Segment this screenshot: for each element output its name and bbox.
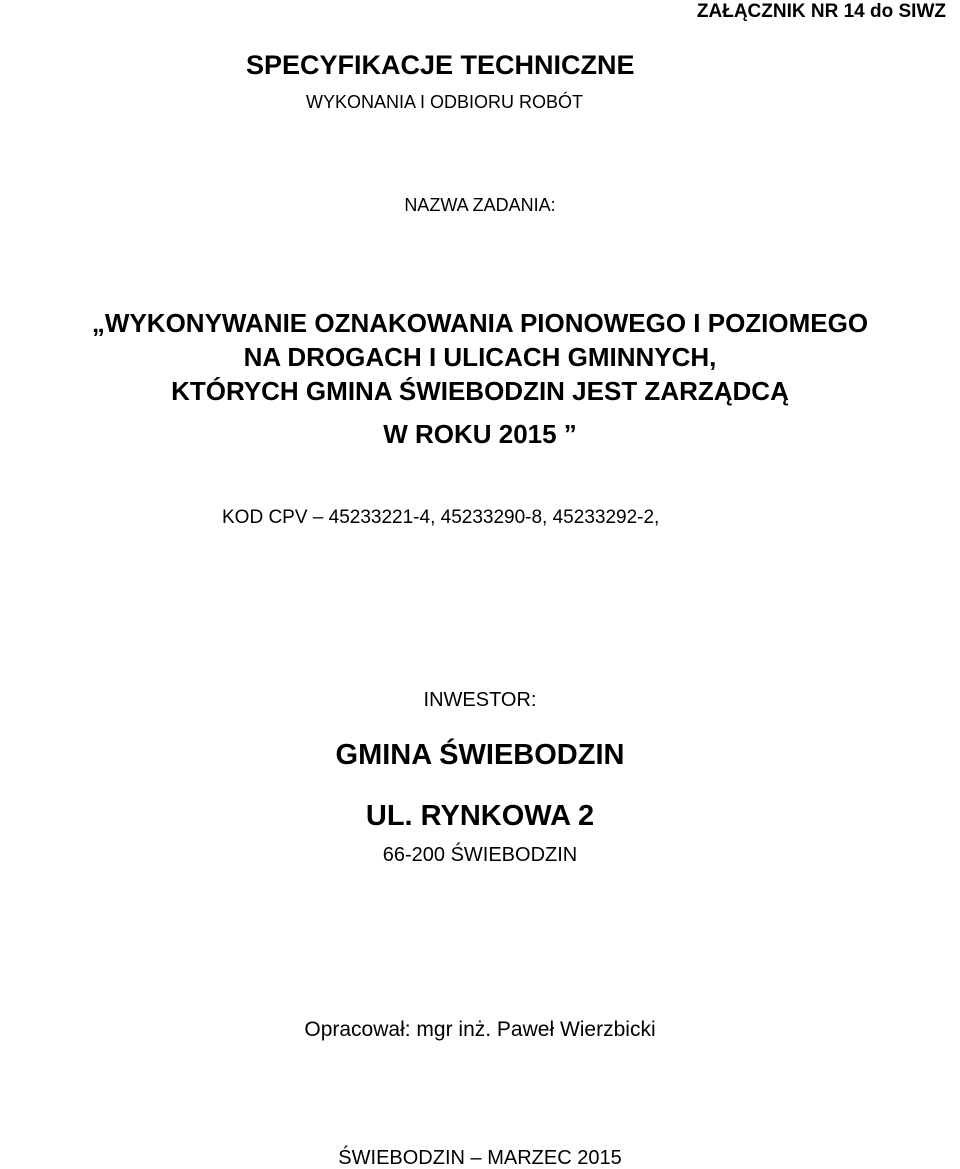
task-title-line-2: NA DROGACH I ULICACH GMINNYCH, [243, 342, 717, 372]
investor-city: 66-200 ŚWIEBODZIN [382, 844, 578, 866]
task-title-line-4: W ROKU 2015 ” [383, 419, 577, 449]
annex-label: ZAŁĄCZNIK NR 14 do SIWZ [696, 1, 946, 22]
investor-street: UL. RYNKOWA 2 [365, 800, 595, 832]
place-date: ŚWIEBODZIN – MARZEC 2015 [338, 1147, 622, 1169]
task-title-line-1: „WYKONYWANIE OZNAKOWANIA PIONOWEGO I POZIOMEGO [91, 308, 869, 338]
spec-title: SPECYFIKACJE TECHNICZNE [246, 50, 635, 80]
task-title-line-3: KTÓRYCH GMINA ŚWIEBODZIN JEST ZARZĄDCĄ [171, 376, 789, 406]
investor-label: INWESTOR: [423, 689, 537, 711]
investor-name: GMINA ŚWIEBODZIN [335, 739, 625, 771]
task-name-label: NAZWA ZADANIA: [404, 195, 556, 215]
cpv-code: KOD CPV – 45233221-4, 45233290-8, 45233292-2, [222, 507, 660, 528]
prepared-by: Opracował: mgr inż. Paweł Wierzbicki [304, 1018, 656, 1041]
spec-subtitle: WYKONANIA I ODBIORU ROBÓT [306, 92, 584, 112]
